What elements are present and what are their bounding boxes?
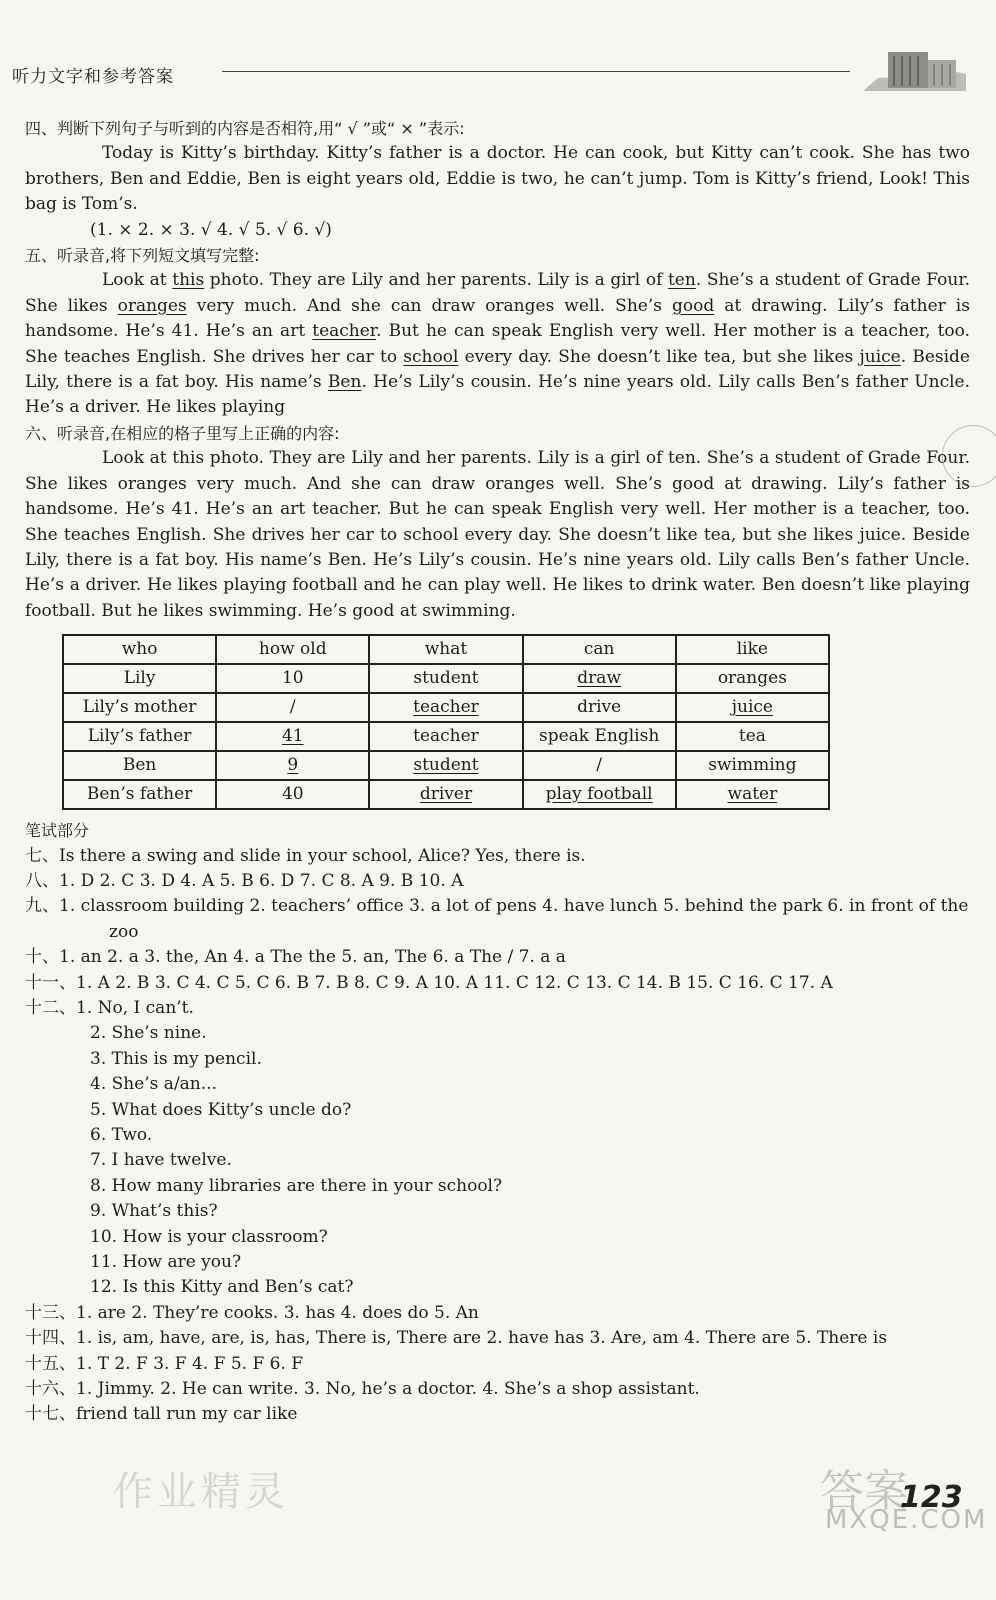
blank-answer: ten <box>667 270 696 291</box>
blank-answer: oranges <box>117 295 187 316</box>
watermark-daan: 答案 <box>820 1466 908 1517</box>
answer-content <box>25 116 970 1428</box>
table-row <box>63 693 829 722</box>
watermark-site: MXQE.COM <box>825 1505 988 1535</box>
section-5-passage: Look at this photo. They are Lily and her parents. Lily is a girl of ten. She’s a student of Grade Four. She likes oranges very much. And she can draw oranges well. She’s good at drawing. Lily’s father is handsome. He’s 41. He’s an art teacher. But he can speak English very well. Her mother is a teacher, too. She teaches English. She drives her car to school every day. She doesn’t like tea, but she likes juice. Beside Lily, there is a fat boy. His name’s Ben. He’s Lily’s cousin. He’s nine years old. Lily calls Ben’s father Uncle. He’s a driver. He likes playing <box>25 270 970 418</box>
table-cell: teacher <box>369 722 522 751</box>
section-13: 十三、1. are 2. They’re cooks. 3. has 4. does do 5. An <box>25 1302 479 1323</box>
blank-answer: this <box>172 270 205 291</box>
section-9: 九、1. classroom building 2. teachers’ office 3. a lot of pens 4. have lunch 5. behind the park 6. in front of the zoo <box>25 896 969 942</box>
table-cell: Ben <box>63 751 216 780</box>
table-cell: 41 <box>216 722 369 751</box>
section-12-item: 8. How many libraries are there in your school? <box>90 1175 503 1196</box>
section-12-item: 3. This is my pencil. <box>90 1048 262 1069</box>
table-cell: draw <box>523 664 676 693</box>
table-cell: Lily’s father <box>63 722 216 751</box>
table-row <box>63 780 829 809</box>
building-illustration-icon <box>858 46 968 94</box>
section-10: 十、1. an 2. a 3. the, An 4. a The the 5. an, The 6. a The / 7. a a <box>25 947 566 968</box>
table-cell: tea <box>676 722 829 751</box>
table-row <box>63 664 829 693</box>
table-cell: Lily’s mother <box>63 693 216 722</box>
section-12-item: 10. How is your classroom? <box>90 1226 328 1247</box>
section-12-item: 11. How are you? <box>90 1252 242 1273</box>
blank-answer: juice <box>859 346 901 367</box>
section-11: 十一、1. A 2. B 3. C 4. C 5. C 6. B 7. B 8. C 9. A 10. A 11. C 12. C 13. C 14. B 15. C 16. C 17. A <box>25 972 833 993</box>
table-header-row <box>63 635 829 664</box>
section-8: 八、1. D 2. C 3. D 4. A 5. B 6. D 7. C 8. A 9. B 10. A <box>25 870 464 891</box>
table-cell: Lily <box>63 664 216 693</box>
header-rule <box>222 71 850 72</box>
page-number: 123 <box>900 1480 963 1515</box>
table-cell: swimming <box>676 751 829 780</box>
seal-stamp <box>942 425 996 487</box>
section-12-item: 4. She’s a/an... <box>90 1074 217 1095</box>
table-cell: Ben’s father <box>63 780 216 809</box>
section-4-answers: (1. × 2. × 3. √ 4. √ 5. √ 6. √) <box>90 219 332 240</box>
section-5-heading: 五、听录音,将下列短文填写完整: <box>25 246 260 266</box>
section-12-item: 2. She’s nine. <box>90 1023 207 1044</box>
table-cell: 40 <box>216 780 369 809</box>
blank-answer: Ben <box>327 372 362 393</box>
table-row <box>63 722 829 751</box>
table-cell: teacher <box>369 693 522 722</box>
section-4-heading: 四、判断下列句子与听到的内容是否相符,用“ √ ”或“ × ”表示: <box>25 119 465 138</box>
section-6-heading: 六、听录音,在相应的格子里写上正确的内容: <box>25 423 340 443</box>
table-header-cell: who <box>63 635 216 664</box>
section-12-item: 5. What does Kitty’s uncle do? <box>90 1099 352 1120</box>
blank-answer: teacher <box>312 321 377 342</box>
blank-answer: good <box>671 295 715 316</box>
section-4-passage: Today is Kitty’s birthday. Kitty’s father is a doctor. He can cook, but Kitty can’t cook. She has two brothers, Ben and Eddie, Ben is eight years old, Eddie is two, he can’t jump. Tom is Kitty’s friend, Look! This bag is Tom’s. <box>25 143 970 215</box>
section-12-item: 7. I have twelve. <box>90 1150 232 1171</box>
table-header-cell: like <box>676 635 829 664</box>
page-header <box>0 56 996 106</box>
section-14: 十四、1. is, am, have, are, is, has, There is, There are 2. have has 3. Are, am 4. There are 5. There is <box>25 1328 888 1349</box>
section-7: 七、Is there a swing and slide in your school, Alice? Yes, there is. <box>25 845 586 866</box>
written-heading: 笔试部分 <box>25 821 90 841</box>
section-15: 十五、1. T 2. F 3. F 4. F 5. F 6. F <box>25 1353 304 1374</box>
section-12-label: 十二、1. No, I can’t. <box>25 997 194 1018</box>
table-header-cell: what <box>369 635 522 664</box>
table-cell: water <box>676 780 829 809</box>
table-cell: student <box>369 751 522 780</box>
table-cell: 9 <box>216 751 369 780</box>
section-12-item: 12. Is this Kitty and Ben’s cat? <box>90 1277 354 1298</box>
table-cell: oranges <box>676 664 829 693</box>
table-row <box>63 751 829 780</box>
table-cell: juice <box>676 693 829 722</box>
table-cell: / <box>216 693 369 722</box>
section-16: 十六、1. Jimmy. 2. He can write. 3. No, he’s a doctor. 4. She’s a shop assistant. <box>25 1379 700 1400</box>
table-cell: speak English <box>523 722 676 751</box>
header-title: 听力文字和参考答案 <box>12 67 174 87</box>
blank-answer: school <box>403 346 459 367</box>
table-cell: play football <box>523 780 676 809</box>
section-6-passage: Look at this photo. They are Lily and her parents. Lily is a girl of ten. She’s a student of Grade Four. She likes oranges very much. And she can draw oranges well. She’s good at drawing. Lily’s father is handsome. He’s 41. He’s an art teacher. But he can speak English very well. Her mother is a teacher, too. She teaches English. She drives her car to school every day. She doesn’t like tea, but she likes juice. Beside Lily, there is a fat boy. His name’s Ben. He’s Lily’s cousin. He’s nine years old. Lily calls Ben’s father Uncle. He’s a driver. He likes playing football and he can play well. He likes to drink water. Ben doesn’t like playing football. But he likes swimming. He’s good at swimming. <box>25 448 970 621</box>
table-header-cell: can <box>523 635 676 664</box>
section-17: 十七、friend tall run my car like <box>25 1404 298 1425</box>
table-cell: 10 <box>216 664 369 693</box>
section-12-item: 9. What’s this? <box>90 1201 218 1222</box>
table-cell: / <box>523 751 676 780</box>
table-cell: student <box>369 664 522 693</box>
watermark-zuoye: 作业精灵 <box>113 1469 289 1515</box>
section-12-item: 6. Two. <box>90 1125 153 1145</box>
table-cell: driver <box>369 780 522 809</box>
table-header-cell: how old <box>216 635 369 664</box>
table-cell: drive <box>523 693 676 722</box>
answer-table <box>62 634 830 810</box>
